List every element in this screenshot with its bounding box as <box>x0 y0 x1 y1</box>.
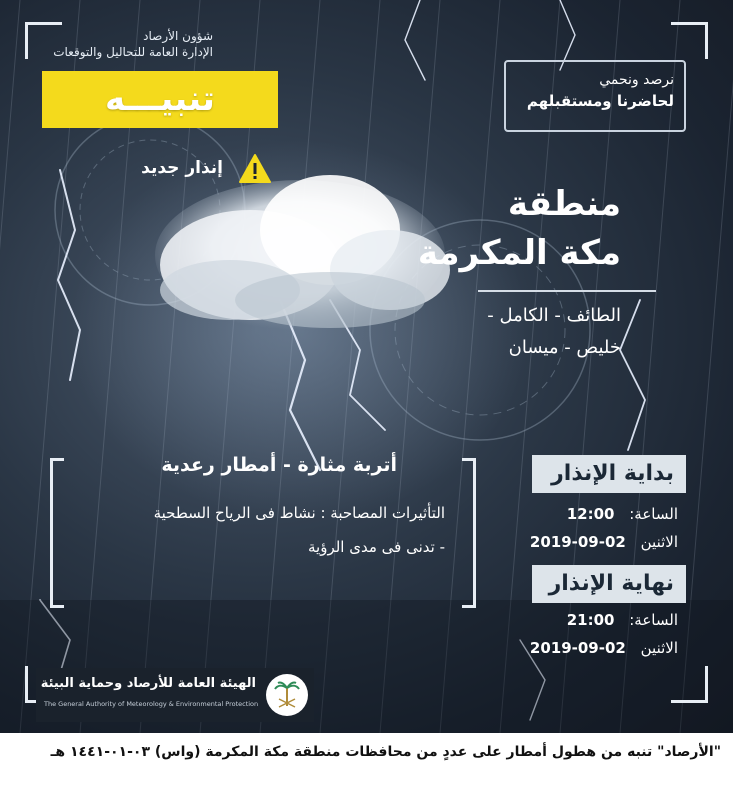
warning-end-day: الاثنين <box>640 639 678 657</box>
news-caption <box>0 733 733 800</box>
region-line2: مكة المكرمة <box>417 233 621 273</box>
warning-start-time <box>567 505 678 523</box>
new-warning-label: إنذار جديد <box>141 158 223 178</box>
hazard-title: أتربة مثارة - أمطار رعدية <box>161 454 397 476</box>
department-line2: الإدارة العامة للتحاليل والتوقعات <box>53 45 213 59</box>
warning-start-day: الاثنين <box>640 533 678 551</box>
region-name <box>418 180 621 278</box>
logo-arabic-name: الهيئة العامة للأرصاد وحماية البيئة <box>40 676 256 691</box>
palm-emblem-icon <box>266 674 308 716</box>
warning-end-date-value: 2019-09-02 <box>529 639 626 657</box>
warning-start-time-value: 12:00 <box>566 505 615 523</box>
warning-end-time-label: الساعة: <box>629 611 678 629</box>
region-line1: منطقة <box>507 184 621 224</box>
slogan-line1: نرصد ونحمي <box>599 72 674 88</box>
caption-text: "الأرصاد" تنبه من هطول أمطار على عددٍ من محافظات منطقة مكة المكرمة (واس) ٠٣-٠١-١٤٤١ هـ <box>50 744 721 760</box>
slogan-line2: لحاضرنا ومستقبلهم <box>526 92 674 110</box>
hazard-bracket-right <box>462 458 476 608</box>
governorates-line2: خليص - ميسان <box>508 337 621 358</box>
warning-triangle-icon <box>238 153 272 185</box>
department-line1: شؤون الأرصاد <box>143 29 213 43</box>
logo-english-name: The General Authority of Meteorology & Environmental Protection <box>44 700 259 708</box>
warning-start-date <box>530 533 678 551</box>
hazard-effects <box>5 496 445 564</box>
warning-end-time-value: 21:00 <box>566 611 615 629</box>
warning-end-time <box>567 611 678 629</box>
warning-start-time-label: الساعة: <box>629 505 678 523</box>
governorates-list <box>487 300 621 364</box>
warning-end-date <box>530 639 678 657</box>
region-divider <box>478 290 656 292</box>
hazard-effects-line2: - تدنى فى مدى الرؤية <box>307 538 445 556</box>
authority-logo <box>36 668 314 722</box>
slogan-box <box>504 60 686 132</box>
warning-end-heading: نهاية الإنذار <box>532 565 686 603</box>
alert-badge: تنبيـــه <box>42 71 278 128</box>
frame-corner-bottom-right <box>671 666 708 703</box>
frame-corner-top-right <box>671 22 708 59</box>
governorates-line1: الطائف - الكامل - <box>487 305 621 326</box>
warning-start-date-value: 2019-09-02 <box>529 533 626 551</box>
warning-start-heading: بداية الإنذار <box>532 455 686 493</box>
hazard-effects-line1: التأثيرات المصاحبة : نشاط فى الرياح السطحية <box>153 504 445 522</box>
department-name <box>53 28 213 60</box>
